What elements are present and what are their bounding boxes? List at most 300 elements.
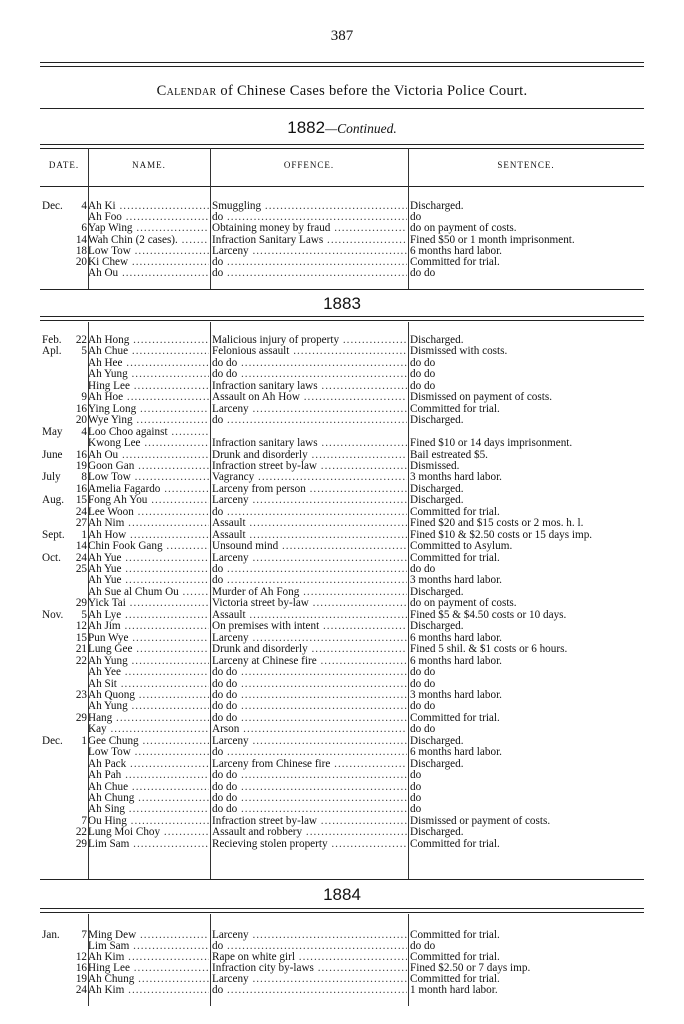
section-double-rule [40,316,644,321]
name-cell: Ah Hong ..... [88,335,209,346]
name-cell: Ou Hing ..... [88,816,209,827]
table-row [40,484,644,495]
offence-cell: Larceny at Chinese fire ..... [212,656,407,667]
name-cell: Low Tow ..... [88,747,209,758]
offence-cell: do ..... [212,575,407,586]
sentence-cell: Dismissed with costs. [410,346,508,358]
name-cell: Ying Long ..... [88,404,209,415]
table-row [40,450,644,461]
offence-cell: Larceny ..... [212,553,407,564]
sentence-cell: do do [410,564,436,575]
date-day: 22 [75,826,87,839]
table-row [40,839,644,850]
offence-cell: Assault ..... [212,518,407,529]
name-cell: Ah Yung ..... [88,701,209,712]
name-cell: Ah Chue ..... [88,346,209,357]
date-day: 12 [75,620,87,633]
table-row [40,621,644,632]
header-bottom-rule [40,186,644,187]
name-cell: Ah How ..... [88,530,209,541]
sentence-cell: 3 months hard labor. [410,689,502,701]
table-row [40,404,644,415]
table-row [40,246,644,257]
table-row [40,223,644,234]
year-heading-1883: 1883 [323,294,361,313]
date-day: 4 [81,425,87,438]
name-cell: Ah Yue ..... [88,564,209,575]
table-row [40,793,644,804]
offence-cell: Arson ..... [212,724,407,735]
table-row [40,201,644,212]
table-row [40,268,644,279]
offence-cell: Larceny ..... [212,495,407,506]
offence-cell: do ..... [212,415,407,426]
offence-cell: Assault ..... [212,530,407,541]
date-month: Nov. [42,608,64,621]
header-offence: OFFENCE. [283,160,335,170]
offence-cell: Larceny from Chinese fire ..... [212,759,407,770]
table-row [40,974,644,985]
offence-cell: Infraction city by-laws ..... [212,963,407,974]
name-cell: Ming Dew ..... [88,930,209,941]
sentence-cell: Fined $10 or 14 days imprisonment. [410,438,573,449]
table-row [40,667,644,678]
offence-cell: do do ..... [212,701,407,712]
date-day: 1 [81,734,87,747]
offence-cell: do do ..... [212,369,407,380]
name-cell: Ah Yee ..... [88,667,209,678]
continued-year: 1882 [287,118,326,137]
table-row [40,679,644,690]
date-day: 24 [75,505,87,518]
sentence-cell: Discharged. [410,586,464,598]
name-cell: Ah Yue ..... [88,575,209,586]
table-row [40,782,644,793]
table-row [40,941,644,952]
table-row [40,587,644,598]
name-cell: Yap Wing ..... [88,223,209,234]
sentence-cell: do do [410,268,436,280]
name-cell: Ah Ki ..... [88,201,209,212]
name-cell: Chin Fook Gang ..... [88,541,209,552]
sentence-cell: 3 months hard labor. [410,472,502,484]
date-day: 14 [75,233,87,246]
title-rest: of Chinese Cases before the Victoria Police Court. [220,83,528,99]
sentence-cell: Bail estreated $5. [410,449,488,461]
sentence-cell: Dismissed. [410,460,460,472]
sentence-cell: Discharged. [410,735,464,747]
date-day: 27 [75,517,87,530]
name-cell: Ah Foo ..... [88,212,209,223]
sentence-cell: do [410,781,422,793]
section-rule [40,289,644,290]
table-row [40,701,644,712]
date-month: Feb. [42,334,62,346]
offence-cell: do do ..... [212,679,407,690]
table-row [40,963,644,974]
table-row [40,610,644,621]
date-day: 7 [81,814,87,827]
table-row [40,747,644,758]
header-sentence: SENTENCE. [497,160,555,170]
table-row [40,827,644,838]
sentence-cell: Fined 5 shil. & $1 costs or 6 hours. [410,644,568,656]
date-day: 16 [75,962,87,974]
offence-cell: Infraction street by-law ..... [212,816,407,827]
date-day: 29 [75,711,87,724]
date-day: 29 [75,837,87,850]
offence-cell: Obtaining money by fraud ..... [212,223,407,234]
date-day: 15 [75,494,87,507]
name-cell: Lung Gee ..... [88,644,209,655]
name-cell: Lim Sam ..... [88,839,209,850]
date-day: 24 [75,984,87,996]
sentence-cell: Committed for trial. [410,930,500,941]
table-row [40,369,644,380]
date-day: 15 [75,631,87,644]
sentence-cell: Discharged. [410,483,464,495]
sentence-cell: do do [410,380,436,392]
page-title [0,83,684,100]
date-day: 20 [75,414,87,427]
date-month: Oct. [42,551,61,564]
sentence-cell: Discharged. [410,415,464,427]
table-row [40,930,644,941]
page-number: 387 [330,28,354,44]
sentence-cell: 6 months hard labor. [410,245,502,257]
table-row [40,530,644,541]
offence-cell: Drunk and disorderly ..... [212,644,407,655]
sentence-cell: do on payment of costs. [410,598,517,610]
name-cell: Ah Jim ..... [88,621,209,632]
date-day: 21 [75,643,87,656]
date-day: 19 [75,459,87,472]
name-cell: Ah Sit ..... [88,679,209,690]
name-cell: Yick Tai ..... [88,598,209,609]
table-row [40,472,644,483]
name-cell: Ah Pah ..... [88,770,209,781]
offence-cell: Victoria street by-law ..... [212,598,407,609]
name-cell: Loo Choo against ..... [88,427,209,438]
sentence-cell: Discharged. [410,758,464,770]
sentence-cell: do do [410,369,436,381]
offence-cell: do do ..... [212,713,407,724]
table-row [40,816,644,827]
name-cell: Goon Gan ..... [88,461,209,472]
offence-cell: do ..... [212,212,407,223]
continued-label: —Continued. [325,121,397,136]
date-month: July [42,471,61,484]
name-cell: Ah Hee ..... [88,358,209,369]
sentence-cell: Dismissed or payment of costs. [410,815,551,827]
table-row [40,427,644,438]
date-day: 14 [75,540,87,553]
offence-cell: do ..... [212,941,407,952]
table-row [40,633,644,644]
table-row [40,541,644,552]
sentence-cell: Fined $5 & $4.50 costs or 10 days. [410,609,567,621]
date-day: 24 [75,551,87,564]
name-cell: Ah Yue ..... [88,553,209,564]
sentence-cell: Committed for trial. [410,552,500,564]
year-heading-1884: 1884 [323,885,361,904]
table-row [40,736,644,747]
sentence-cell: do [410,793,422,804]
sentence-cell: Committed for trial. [410,506,500,518]
table-row [40,415,644,426]
offence-cell: do do ..... [212,667,407,678]
sentence-cell: 6 months hard labor. [410,632,502,644]
sentence-cell: Committed for trial. [410,974,500,985]
name-cell: Ah Nim ..... [88,518,209,529]
offence-cell: Recieving stolen property ..... [212,839,407,850]
sentence-cell: Fined $2.50 or 7 days imp. [410,963,531,974]
date-day: 9 [81,391,87,404]
offence-cell: do ..... [212,747,407,758]
name-cell: Ah Lye ..... [88,610,209,621]
table-row [40,598,644,609]
sentence-cell: Discharged. [410,335,464,346]
name-cell: Ah Kim ..... [88,952,209,963]
offence-cell: On premises with intent ..... [212,621,407,632]
name-cell: Ah Sing ..... [88,804,209,815]
name-cell: Ah Sue al Chum Ou ..... [88,587,209,598]
name-cell: Ki Chew ..... [88,257,209,268]
offence-cell: do do ..... [212,690,407,701]
offence-cell: Malicious injury of property ..... [212,335,407,346]
table-row [40,644,644,655]
name-cell: Ah Yung ..... [88,656,209,667]
offence-cell: Larceny ..... [212,633,407,644]
offence-cell: Rape on white girl ..... [212,952,407,963]
offence-cell: Infraction Sanitary Laws ..... [212,235,407,246]
table-row [40,759,644,770]
name-cell: Low Tow ..... [88,472,209,483]
name-cell: Ah Pack ..... [88,759,209,770]
date-month: May [42,425,63,438]
table-row [40,381,644,392]
table-row [40,804,644,815]
offence-cell: Larceny ..... [212,930,407,941]
name-cell: Ah Chung ..... [88,793,209,804]
section-double-rule [40,908,644,913]
name-cell: Gee Chung ..... [88,736,209,747]
offence-cell: do ..... [212,564,407,575]
sentence-cell: Committed for trial. [410,712,500,724]
date-day: 20 [75,256,87,268]
header-top-rule [40,144,644,149]
date-month: Sept. [42,528,65,541]
name-cell: Ah Kim ..... [88,985,209,996]
sentence-cell: do do [410,941,436,952]
table-row [40,235,644,246]
sentence-cell: 6 months hard labor. [410,655,502,667]
table-row [40,461,644,472]
offence-cell: do ..... [212,507,407,518]
offence-cell: Vagrancy ..... [212,472,407,483]
offence-cell: do ..... [212,268,407,279]
sentence-cell: do do [410,724,436,736]
offence-cell: Larceny ..... [212,404,407,415]
offence-cell: Infraction sanitary laws ..... [212,438,407,449]
name-cell: Hang ..... [88,713,209,724]
offence-cell: Larceny ..... [212,974,407,985]
sentence-cell: Discharged. [410,201,464,212]
table-row [40,358,644,369]
offence-cell: Infraction street by-law ..... [212,461,407,472]
sentence-cell: do [410,770,422,782]
name-cell: Lim Sam ..... [88,941,209,952]
sentence-cell: do do [410,678,436,690]
date-day: 16 [75,448,87,461]
sentence-cell: 6 months hard labor. [410,747,502,759]
table-row [40,553,644,564]
name-cell: Ah Chung ..... [88,974,209,985]
sentence-cell: do [410,212,422,224]
sentence-cell: Committed for trial. [410,403,500,415]
name-cell: Fong Ah You ..... [88,495,209,506]
table-row [40,518,644,529]
sentence-cell: Committed for trial. [410,838,500,850]
date-day: 16 [75,402,87,415]
table-row [40,346,644,357]
sentence-cell: 3 months hard labor. [410,575,502,587]
name-cell: Pun Wye ..... [88,633,209,644]
name-cell: Hing Lee ..... [88,963,209,974]
header-date: DATE. [48,160,80,170]
sentence-cell: 1 month hard labor. [410,985,498,996]
date-day: 19 [75,973,87,985]
table-row [40,713,644,724]
table-row [40,770,644,781]
name-cell: Ah Quong ..... [88,690,209,701]
section-rule [40,879,644,880]
offence-cell: do do ..... [212,358,407,369]
sentence-cell: Fined $10 & $2.50 costs or 15 days imp. [410,529,593,541]
offence-cell: Felonious assault ..... [212,346,407,357]
name-cell: Low Tow ..... [88,246,209,257]
offence-cell: Larceny from person ..... [212,484,407,495]
offence-cell: do ..... [212,257,407,268]
sentence-cell: Committed for trial. [410,952,500,963]
name-cell: Ah Chue ..... [88,782,209,793]
table-row [40,212,644,223]
name-cell: Ah Yung ..... [88,369,209,380]
sentence-cell: do do [410,667,436,678]
sentence-cell: do [410,804,422,816]
date-day: 7 [81,929,87,941]
offence-cell: Assault and robbery ..... [212,827,407,838]
date-day: 22 [75,334,87,346]
sentence-cell: Discharged. [410,495,464,507]
table-row [40,438,644,449]
offence-cell: Larceny ..... [212,246,407,257]
date-day: 5 [81,345,87,358]
name-cell: Amelia Fagardo ..... [88,484,209,495]
offence-cell: do do ..... [212,793,407,804]
date-month: Aug. [42,494,65,507]
top-double-rule [40,62,644,67]
offence-cell: Unsound mind ..... [212,541,407,552]
offence-cell: Murder of Ah Fong ..... [212,587,407,598]
name-cell: Lee Woon ..... [88,507,209,518]
date-day: 12 [75,951,87,963]
date-day: 4 [81,200,87,212]
date-day: 25 [75,563,87,575]
date-day: 22 [75,654,87,667]
offence-cell: do ..... [212,985,407,996]
sentence-cell: do do [410,357,436,369]
offence-cell: Infraction sanitary laws ..... [212,381,407,392]
sentence-cell: Committed to Asylum. [410,541,513,553]
table-row [40,575,644,586]
date-day: 6 [81,222,87,235]
date-day: 8 [81,471,87,484]
sentence-cell: do on payment of costs. [410,223,517,235]
offence-cell: Smuggling ..... [212,201,407,212]
sentence-cell: Discharged. [410,827,464,839]
date-month: Jan. [42,929,60,941]
name-cell: Kay ..... [88,724,209,735]
sentence-cell: Discharged. [410,621,464,633]
offence-cell: do do ..... [212,804,407,815]
date-month: Apl. [42,345,62,358]
sentence-cell: Fined $50 or 1 month imprisonment. [410,234,575,246]
name-cell: Lung Moi Choy ..... [88,827,209,838]
name-cell: Ah Ou ..... [88,268,209,279]
header-name: NAME. [132,160,166,170]
table-row [40,724,644,735]
table-row [40,656,644,667]
date-month: Dec. [42,734,63,747]
date-day: 16 [75,482,87,495]
name-cell: Wye Ying ..... [88,415,209,426]
date-day: 5 [81,608,87,621]
title-rule [40,108,644,109]
name-cell: Kwong Lee ..... [88,438,209,449]
offence-cell: Larceny ..... [212,736,407,747]
table-row [40,507,644,518]
name-cell: Wah Chin (2 cases). ..... [88,235,209,246]
name-cell: Ah Ou ..... [88,450,209,461]
name-cell: Hing Lee ..... [88,381,209,392]
table-row [40,952,644,963]
table-row [40,495,644,506]
offence-cell: Drunk and disorderly ..... [212,450,407,461]
date-day: 1 [81,528,87,541]
offence-cell: do do ..... [212,770,407,781]
table-row [40,564,644,575]
date-month: June [42,448,63,461]
offence-cell: Assault ..... [212,610,407,621]
offence-cell: do do ..... [212,782,407,793]
table-row [40,392,644,403]
title-prefix: Calendar [156,83,217,99]
table-row [40,257,644,268]
offence-cell: Assault on Ah How ..... [212,392,407,403]
date-day: 29 [75,597,87,610]
date-day: 23 [75,688,87,701]
table-row [40,690,644,701]
name-cell: Ah Hoe ..... [88,392,209,403]
date-month: Dec. [42,200,63,212]
sentence-cell: do do [410,701,436,713]
year-heading-1882 [0,118,684,138]
date-day: 18 [75,244,87,257]
sentence-cell: Fined $20 and $15 costs or 2 mos. h. l. [410,518,584,530]
table-row [40,985,644,996]
sentence-cell: Dismissed on payment of costs. [410,392,553,404]
